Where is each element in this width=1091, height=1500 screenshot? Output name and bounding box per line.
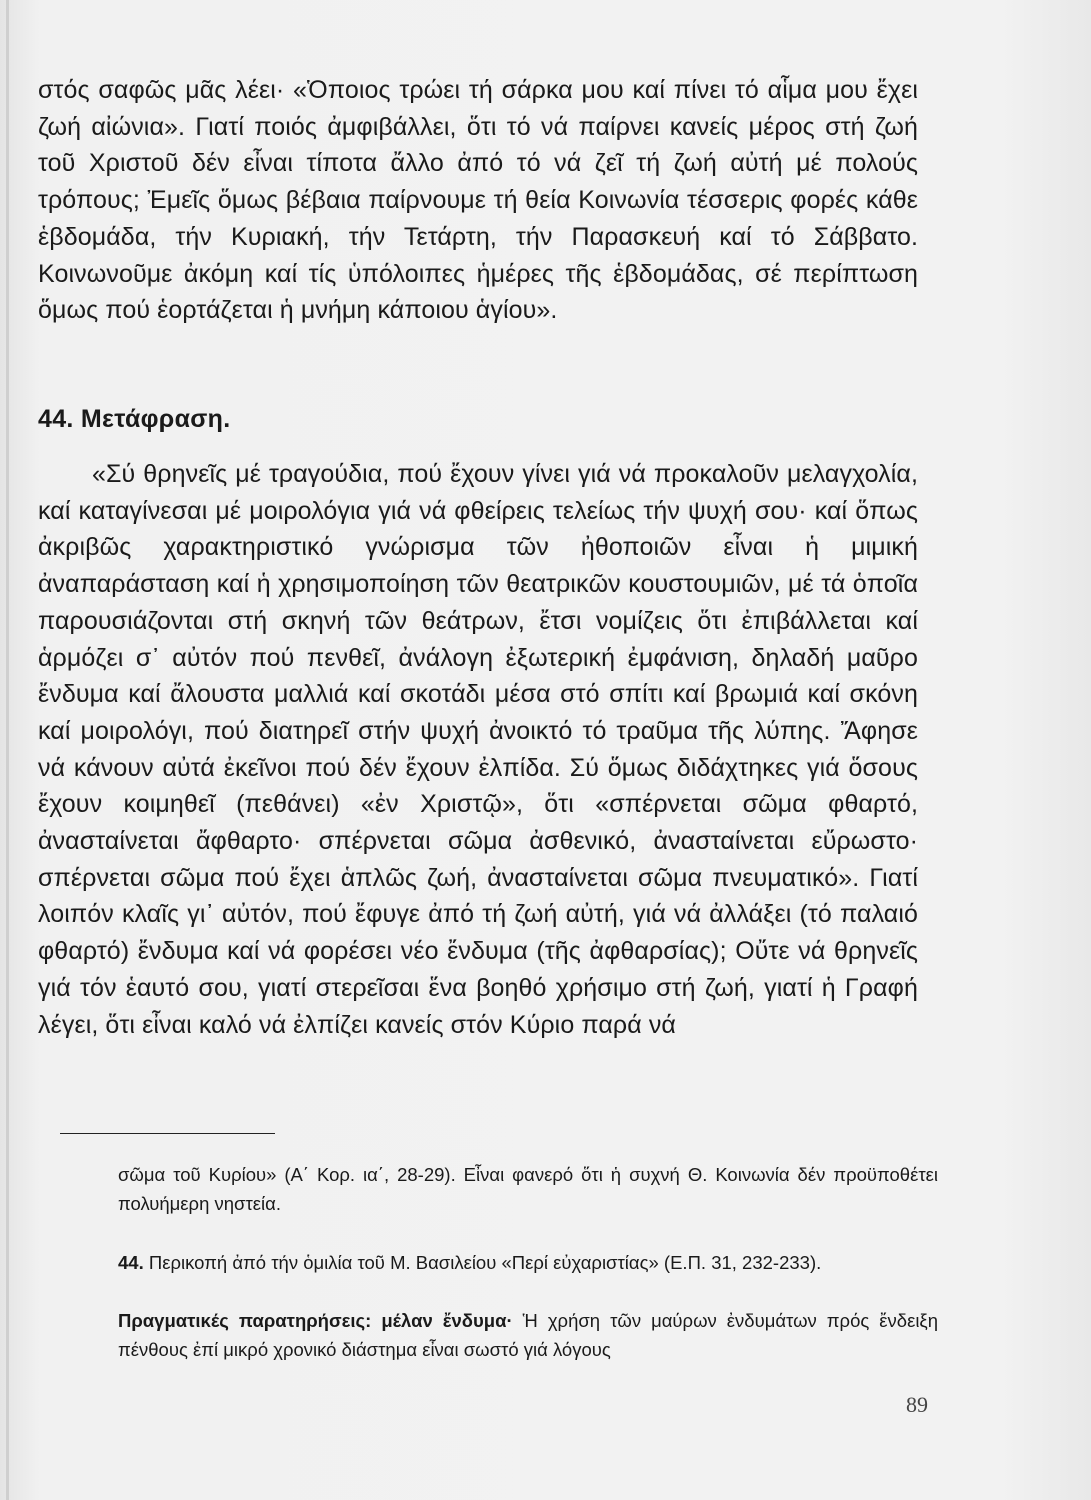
intro-paragraph: στός σαφῶς μᾶς λέει· «Ὁποιος τρώει τή σάρκα μου καί πίνει τό αἷμα μου ἔχει ζωή αἰώνια». Γιατί ποιός ἀμφιβάλλει, ὅτι τό νά παίρνει κανείς μέρος στή ζωή τοῦ Χριστοῦ δέν εἶναι τίποτα ἄλλο ἀπό τό νά ζεῖ τή ζωή αὐτή μέ πολούς τρόπους; Ἐμεῖς ὅμως βέβαια παίρνουμε τή θεία Κοινωνία τέσσερις φορές κάθε ἑβδομάδα, τήν Κυριακή, τήν Τετάρτη, τήν Παρασκευή καί τό Σάββατο. Κοινωνοῦμε ἀκόμη καί τίς ὑπόλοιπες ἡμέρες τῆς ἑβδομάδας, σέ περίπτωση ὅμως πού ἑορτάζεται ἡ μνήμη κάποιου ἁγίου». <box>38 76 918 325</box>
footnote-text: Περικοπή ἀπό τήν ὁμιλία τοῦ Μ. Βασιλείου «Περί εὐχαριστίας» (Ε.Π. 31, 232-233). <box>148 1252 822 1273</box>
footnote-number: 44. <box>118 1252 144 1273</box>
footnote-44 <box>118 1248 938 1277</box>
remarks-text: Ἡ χρήση τῶν μαύρων ἐνδυμάτων πρός ἔνδειξη πένθους ἐπί μικρό χρονικό διάστημα εἶναι σωστό γιά λόγους <box>118 1310 939 1360</box>
section-heading: 44. Μετάφραση. <box>38 405 231 433</box>
footnote-divider <box>60 1133 275 1134</box>
translation-paragraph: «Σύ θρηνεῖς μέ τραγούδια, πού ἔχουν γίνει γιά νά προκαλοῦν μελαγχολία, καί καταγίνεσαι μέ μοιρολόγια γιά νά φθείρεις τελείως τήν ψυχή σου· καί ὅπως ἀκριβῶς χαρακτηριστικό γνώρισμα τῶν ἠθοποιῶν εἶναι ἡ μιμική ἀναπαράσταση καί ἡ χρησιμοποίηση τῶν θεατρικῶν κουστουμιῶν, μέ τά ὁποῖα παρουσιάζονται στή σκηνή τῶν θεάτρων, ἔτσι νομίζεις ὅτι ἐπιβάλλεται καί ἁρμόζει σ᾽ αὐτόν πού πενθεῖ, ἀνάλογη ἐξωτερική ἐμφάνιση, δηλαδή μαῦρο ἔνδυμα καί ἄλουστα μαλλιά καί σκοτάδι μέσα στό σπίτι καί βρωμιά καί σκόνη καί μοιρολόγι, πού διατηρεῖ στήν ψυχή ἀνοικτό τό τραῦμα τῆς λύπης. Ἄφησε νά κάνουν αὐτά ἐκεῖνοι πού δέν ἔχουν ἐλπίδα. Σύ ὅμως διδάχτηκες γιά ὅσους ἔχουν κοιμηθεῖ (πεθάνει) «ἐν Χριστῷ», ὅτι «σπέρνεται σῶμα φθαρτό, ἀνασταίνεται ἄφθαρτο· σπέρνεται σῶμα ἀσθενικό, ἀνασταίνεται εὔρωστο· σπέρνεται σῶμα πού ἔχει ἁπλῶς ζωή, ἀνασταίνεται σῶμα πνευματικό». Γιατί λοιπόν κλαῖς γι᾽ αὐτόν, πού ἔφυγε ἀπό τή ζωή αὐτή, γιά νά ἀλλάξει (τό παλαιό φθαρτό) ἔνδυμα καί νά φορέσει νέο ἔνδυμα (τῆς ἀφθαρσίας); Οὔτε νά θρηνεῖς γιά τόν ἑαυτό σου, γιατί στερεῖσαι ἕνα βοηθό χρήσιμο στή ζωή, γιατί ἡ Γραφή λέγει, ὅτι εἶναι καλό νά ἐλπίζει κανείς στόν Κύριο παρά νά <box>38 460 918 1039</box>
remarks-label: Πραγματικές παρατηρήσεις: μέλαν ἔνδυμα· <box>118 1310 513 1331</box>
binding-shadow <box>6 0 9 1500</box>
page-number: 89 <box>906 1392 928 1417</box>
footnote-remarks <box>118 1306 938 1364</box>
footnote-continuation: σῶμα τοῦ Κυρίου» (Α΄ Κορ. ια΄, 28-29). Εἶναι φανερό ὅτι ἡ συχνή Θ. Κοινωνία δέν προϋποθέτει πολυήμερη νηστεία. <box>118 1164 938 1214</box>
